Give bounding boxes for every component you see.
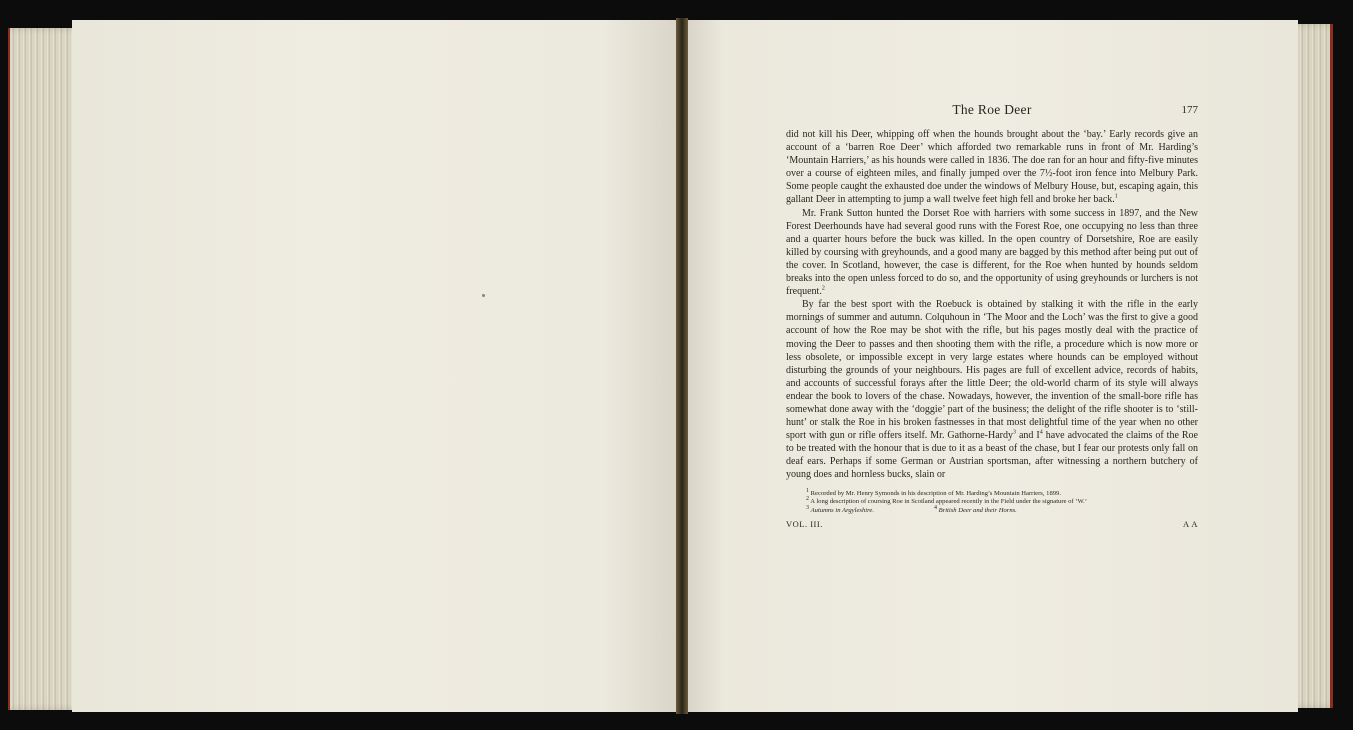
footnote-ref-4: 4 — [1039, 429, 1043, 436]
running-title: The Roe Deer — [952, 102, 1032, 117]
book-gutter — [676, 18, 688, 714]
printer-signature: A A — [1183, 519, 1198, 530]
footnote-ref-1: 1 — [1114, 194, 1118, 201]
paragraph-2: Mr. Frank Sutton hunted the Dorset Roe with harriers with some success in 1897, and the New Forest Deerhounds have had several good runs with the Forest Roe, one occupying no less than three and a quarter hours before the buck was killed. In the open country of Dorsetshire, Roe are easily killed by coursing with greyhounds, and a good many are bagged by this method after being put out of the cover. In Scotland, however, the case is different, for the Roe when hunted by hounds seldom breaks into the open unless forced to do so, and the opportunity of using greyhounds or lurchers is not frequent.$^2$ — [786, 207, 1198, 298]
paragraph-3: By far the best sport with the Roebuck is obtained by stalking it with the rifle in the early mornings of summer and autumn. Colquhoun in ‘The Moor and the Loch’ was the first to give a good account of how the Roe may be shot with the rifle, but his pages mostly deal with the practice of moving the Deer to passes and then shooting them with the rifle, a procedure which is now more or less obsolete, or impossible except in very large estates where hounds can be employed without disturbing the grounds of your neighbours. His pages are full of excellent advice, records of habits, and accounts of successful forays after the little Deer; the old-world charm of its style will always endear the book to lovers of the chase. Nowadays, however, the invention of the small-bore rifle has somewhat done away with the ‘doggie’ part of the business; the delight of the rifle shooter is to ‘still-hunt’ or stalk the Roe in his broken fastnesses in that most delightful time of the year when no other sport with gun or rifle offers itself. Mr. Gathorne-Hardy$^3$ and $I^4$ have advocated the claims of the Roe to be treated with the honour that is due to it as a beast of the chase, but I fear our protests only fall on deaf ears. Perhaps if some German or Austrian sportsman, after witnessing a northern butchery of young does and hornless bucks, slain or — [786, 299, 1198, 481]
signature-line — [786, 519, 1198, 531]
footnote-ref-2: 2 — [821, 285, 825, 292]
footnote-2: $^2$ A long description of coursing Roe in Scotland appeared recently in the Field under the signature of ‘W.’ — [806, 495, 1087, 506]
right-page-text — [786, 102, 1198, 531]
footnote-3-4: $^3$ Autumns in Argyleshire. $^4$ British Deer and their Horns. — [806, 504, 1017, 514]
left-page-blank — [72, 20, 677, 712]
footnote-1: $^1$ Recorded by Mr. Henry Symonds in his description of Mr. Harding’s Mountain Harriers, 1899. — [806, 487, 1062, 497]
volume-mark: VOL. III. — [786, 519, 823, 530]
running-head — [786, 102, 1198, 122]
body-text — [786, 128, 1198, 482]
paper-speck — [482, 294, 485, 297]
paragraph-1: did not kill his Deer, whipping off when the hounds brought about the ‘bay.’ Early records give an account of a ‘barren Roe Deer’ which afforded two remarkable runs in front of Mr. Harding’s ‘Mountain Harriers,’ as his hounds were called in 1836. The doe ran for an hour and fifty-five minutes over a course of eighteen miles, and finally jumped over the 7½-foot iron fence into Melbury Park. Some people caught the exhausted doe under the windows of Melbury House, but, escaping again, this gallant Deer in attempting to jump a wall twelve feet high fell and broke her back.$^1$ — [786, 129, 1198, 206]
footnotes — [786, 487, 1198, 516]
page-number: 177 — [1181, 104, 1198, 116]
footnote-ref-3: 3 — [1012, 429, 1016, 436]
